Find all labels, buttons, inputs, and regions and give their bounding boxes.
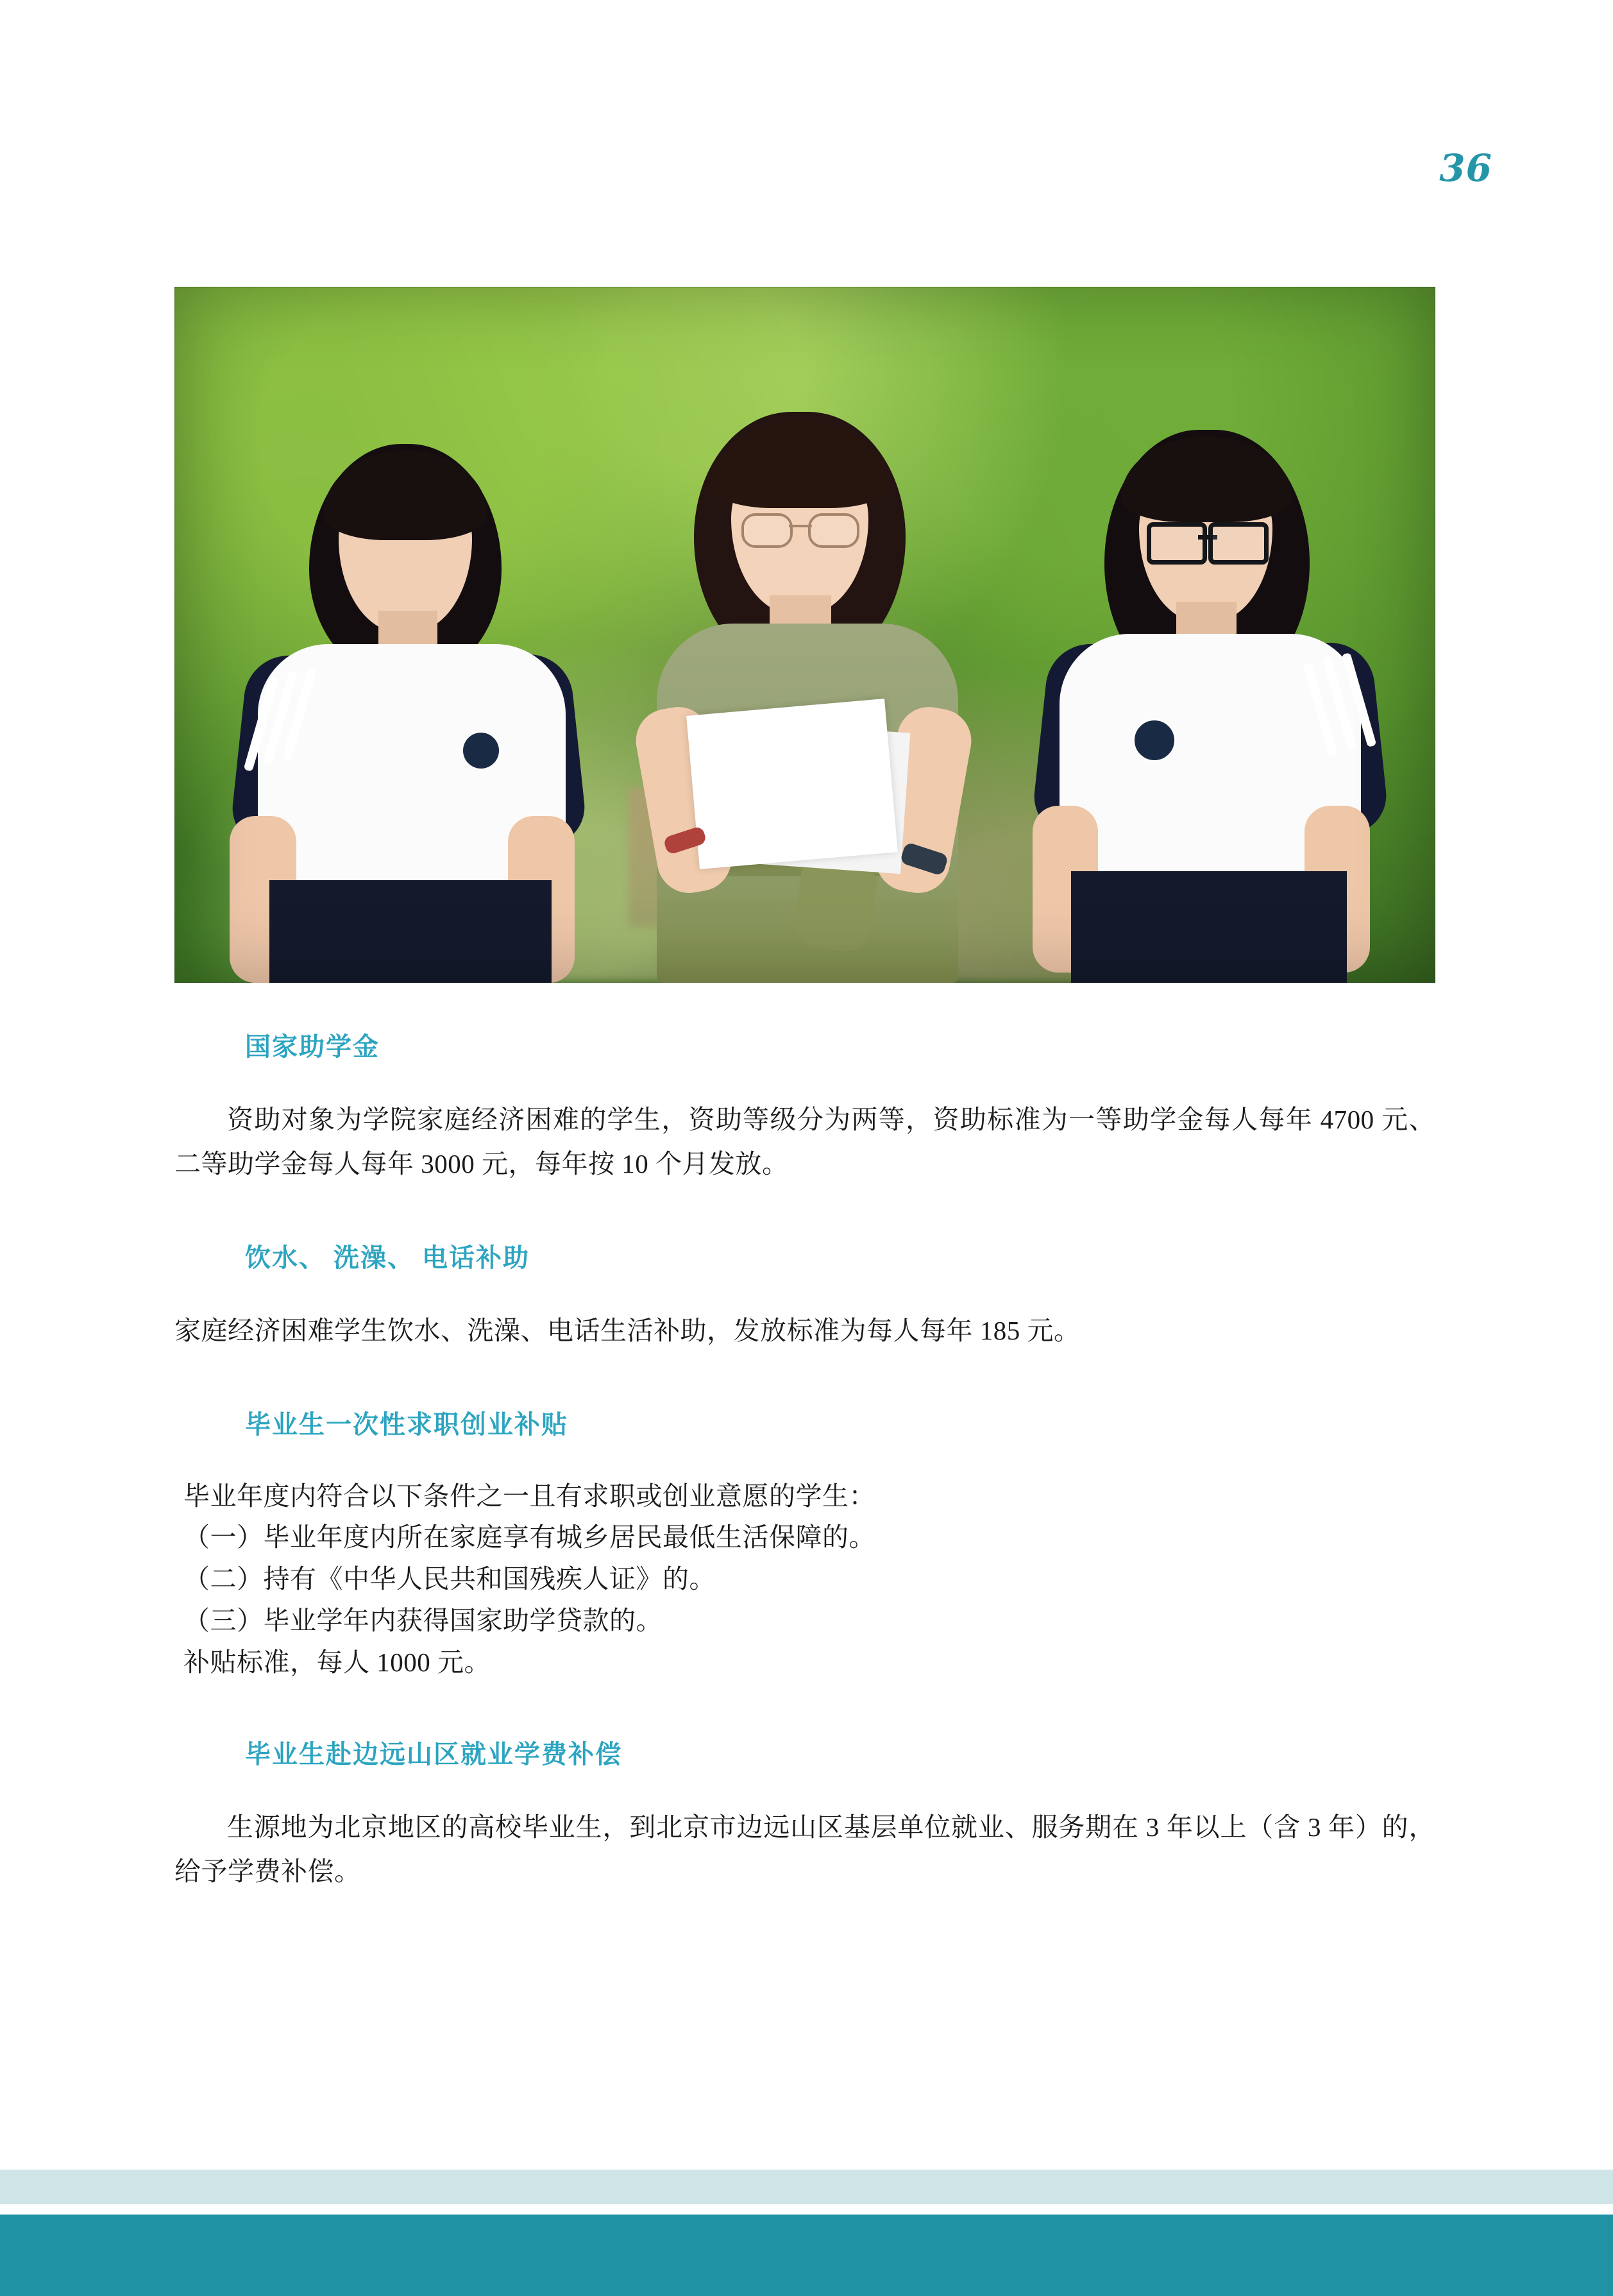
photo-teacher-center [585,405,1034,983]
spacer [174,1186,1435,1237]
section-paragraph-national-grant: 资助对象为学院家庭经济困难的学生，资助等级分为两等，资助标准为一等助学金每人每年 4700 元、二等助学金每人每年 3000 元，每年按 10 个月发放。 [174,1105,1435,1178]
belt-bow [791,861,879,954]
section-heading-tuition-compensation: 毕业生赴边远山区就业学费补偿 [245,1740,622,1769]
spacer [174,1063,1435,1098]
spacer [174,1771,1435,1805]
school-badge [463,733,499,769]
list-item: 补贴标准，每人 1000 元。 [183,1647,491,1677]
footer-bar-dark [0,2215,1613,2296]
eyeglasses-icon [741,513,859,543]
section-paragraph-tuition-compensation: 生源地为北京地区的高校毕业生，到北京市边远山区基层单位就业、服务期在 3 年以上（含 3 年）的，给予学费补偿。 [174,1812,1435,1887]
paper-sheet-front [686,699,898,869]
photo-student-right [995,418,1419,983]
spacer [174,1683,1435,1734]
photo-student-left [213,431,611,983]
section-paragraph-job-seeking-subsidy: 毕业年度内符合以下条件之一且有求职或创业意愿的学生： [183,1481,875,1511]
students-photo [174,287,1435,983]
school-badge [1133,719,1176,762]
section-heading-job-seeking-subsidy: 毕业生一次性求职创业补贴 [245,1409,568,1439]
skirt [269,880,552,983]
spacer [174,1441,1435,1475]
eyeglasses-icon [1147,522,1269,556]
page-number: 36 [1439,146,1492,190]
footer-bar-light [0,2170,1613,2204]
skirt [1071,871,1347,983]
hair-fringe [1121,436,1292,522]
lens-right [1208,522,1269,565]
spacer [174,1274,1435,1309]
list-item: （三）毕业学年内获得国家助学贷款的。 [183,1605,663,1635]
section-paragraph-living-subsidy: 家庭经济困难学生饮水、洗澡、电话生活补助，发放标准为每人每年 185 元。 [174,1315,1081,1345]
section-heading-national-grant: 国家助学金 [245,1032,380,1061]
section-heading-living-subsidy: 饮水、 洗澡、 电话补助 [245,1243,530,1272]
lens-left [741,513,793,548]
lens-left [1147,522,1207,565]
spacer [174,1353,1435,1404]
lens-right [808,513,859,548]
list-item: （一）毕业年度内所在家庭享有城乡居民最低生活保障的。 [183,1522,875,1552]
article-body [174,1026,1435,1894]
hair-fringe [323,450,487,540]
list-item: （二）持有《中华人民共和国残疾人证》的。 [183,1564,716,1594]
